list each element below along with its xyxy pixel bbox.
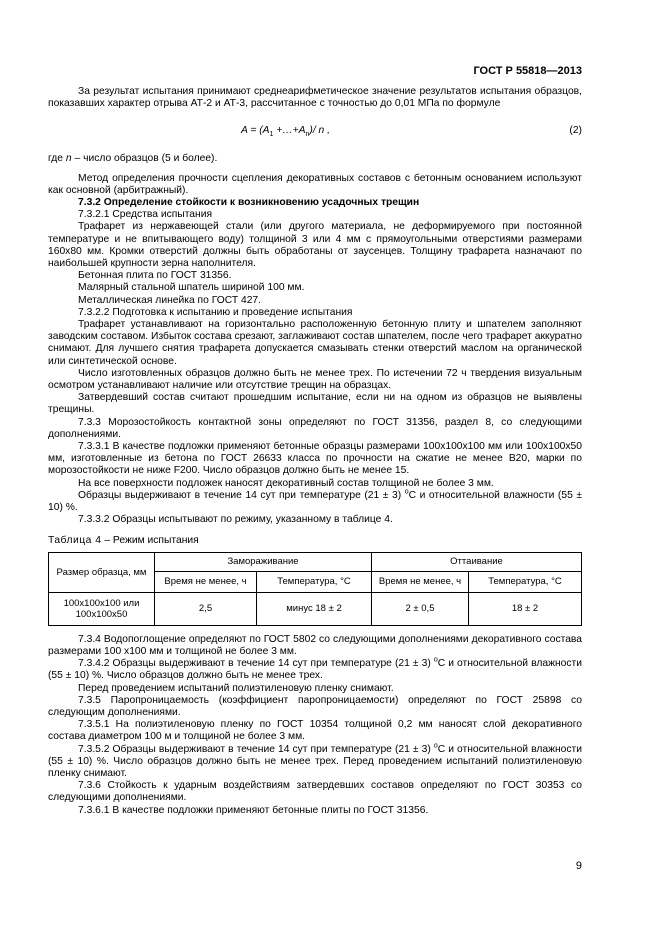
paragraph: 7.3.3.1 В качестве подложки применяют бетонные образцы размерами 100х100х100 мм или 100х100х50 мм, изготовленные из бетона по ГОСТ 26633 класса по прочности на сжатие не менее В20, марки по морозостойкости не ниже F200. Число образцов должно быть не менее 15. — [48, 441, 582, 477]
paragraph: 7.3.3.2 Образцы испытывают по режиму, указанному в таблице 4. — [78, 514, 393, 526]
paragraph: Перед проведением испытаний полиэтиленовую пленку снимают. — [78, 682, 394, 694]
table-cell: 18 ± 2 — [469, 592, 582, 625]
paragraph: 7.3.2.1 Средства испытания — [78, 209, 213, 221]
paragraph: 7.3.3 Морозостойкость контактной зоны определяют по ГОСТ 31356, раздел 8, со следующими дополнениями. — [48, 416, 582, 440]
paragraph: 7.3.5.1 На полиэтиленовую пленку по ГОСТ 10354 толщиной 0,2 мм наносят слой декоративного состава диаметром 100 м и толщиной не более 3 мм. — [48, 719, 582, 743]
paragraph: Образцы выдерживают в течение 14 сут при температуре (21 ± 3) $^о$С и относительной влажности (55 ± 10) %. — [48, 488, 582, 514]
page-content — [48, 86, 582, 817]
paragraph: Бетонная плита по ГОСТ 31356. — [78, 270, 232, 282]
table-row — [49, 592, 582, 625]
section-heading: 7.3.2 Определение стойкости к возникновению усадочных трещин — [78, 197, 420, 209]
paragraph: 7.3.5 Паропроницаемость (коэффициент паропроницаемости) определяют по ГОСТ 25898 со следующим дополнениями. — [48, 694, 582, 718]
paragraph: Малярный стальной шпатель шириной 100 мм. — [78, 282, 305, 294]
table-caption: Таблица 4 – Режим испытания — [48, 534, 199, 546]
table-cell: 100х100х100 или 100х100х50 — [49, 592, 155, 625]
table-header-cell: Время не менее, ч — [372, 572, 469, 593]
table-header-cell: Замораживание — [155, 552, 372, 571]
table-header-row — [49, 552, 582, 571]
formula-line — [48, 125, 582, 139]
formula-expression: $A = (A_1$ $+\dots+A_n)/$ n , — [241, 125, 331, 139]
paragraph: За результат испытания принимают среднеарифметическое значение результатов испытания образцов, показавших характер отрыва АТ-2 и АТ-3, рассчитанное с точностью до 0,01 МПа по формуле — [48, 86, 582, 110]
paragraph: 7.3.5.2 Образцы выдерживают в течение 14 сут при температуре (21 ± 3) $^о$С и относительной влажности (55 ± 10) %. Число образцов должно быть не менее трех. Перед проведением испытаний полиэтиленовую пленку снимают. — [48, 742, 582, 779]
page-number: 9 — [575, 860, 582, 872]
paragraph: Затвердевший состав считают прошедшим испытание, если ни на одном из образцов не выявлены трещины. — [48, 392, 582, 416]
paragraph: Трафарет из нержавеющей стали (или другого материала, не деформируемого при постоянной температуре и не впитывающего воду) толщиной 3 или 4 мм с прямоугольными отверстиями размерами 160х80 мм. Кромки отверстий должны быть обработаны от заусенцев. Толщину трафарета назначают по наибольшей крупности зерна наполнителя. — [48, 221, 582, 270]
paragraph: Металлическая линейка по ГОСТ 427. — [78, 294, 262, 306]
paragraph: 7.3.4 Водопоглощение определяют по ГОСТ 5802 со следующими дополнениями декоративного состава размерами 100 х100 мм и толщиной не более 3 мм. — [48, 633, 582, 657]
table-cell: 2 ± 0,5 — [372, 592, 469, 625]
paragraph: Трафарет устанавливают на горизонтально расположенную бетонную плиту и шпателем заполняют заводским составом. Избыток состава срезают, заглаживают состав шпателем, после чего трафарет аккуратно снимают. Для лучшего снятия трафарета допускается смазывать стенки отверстий маслом на органической или синтетической основе. — [48, 319, 582, 367]
paragraph: Число изготовленных образцов должно быть не менее трех. По истечении 72 ч твердения визуальным осмотром устанавливают наличие или отсутствие трещин на образцах. — [48, 367, 582, 392]
table-header-cell: Температура, °С — [469, 572, 582, 593]
paragraph: 7.3.6 Стойкость к ударным воздействиям затвердевших составов определяют по ГОСТ 30353 со следующими дополнениями. — [48, 780, 582, 804]
table-header-cell: Размер образца, мм — [49, 552, 155, 592]
table-header-cell: Температура, °С — [257, 572, 372, 593]
paragraph: На все поверхности подложек наносят декоративный состав толщиной не более 3 мм. — [78, 477, 494, 489]
doc-id-header: ГОСТ Р 55818—2013 — [473, 65, 582, 77]
regime-table — [48, 552, 582, 626]
formula-number: (2) — [569, 125, 582, 137]
paragraph: 7.3.6.1 В качестве подложки применяют бетонные плиты по ГОСТ 31356. — [78, 804, 429, 816]
table-cell: минус 18 ± 2 — [257, 592, 372, 625]
table-cell: 2,5 — [155, 592, 257, 625]
paragraph: 7.3.2.2 Подготовка к испытанию и проведение испытания — [78, 306, 353, 318]
table-header-cell: Время не менее, ч — [155, 572, 257, 593]
formula-where: где n – число образцов (5 и более). — [48, 153, 218, 165]
paragraph: 7.3.4.2 Образцы выдерживают в течение 14 сут при температуре (21 ± 3) $^о$С и относительной влажности (55 ± 10) %. Число образцов должно быть не менее трех. — [48, 656, 582, 682]
table-header-cell: Оттаивание — [372, 552, 582, 571]
paragraph: Метод определения прочности сцепления декоративных составов с бетонным основанием используют как основной (арбитражный). — [48, 172, 582, 196]
